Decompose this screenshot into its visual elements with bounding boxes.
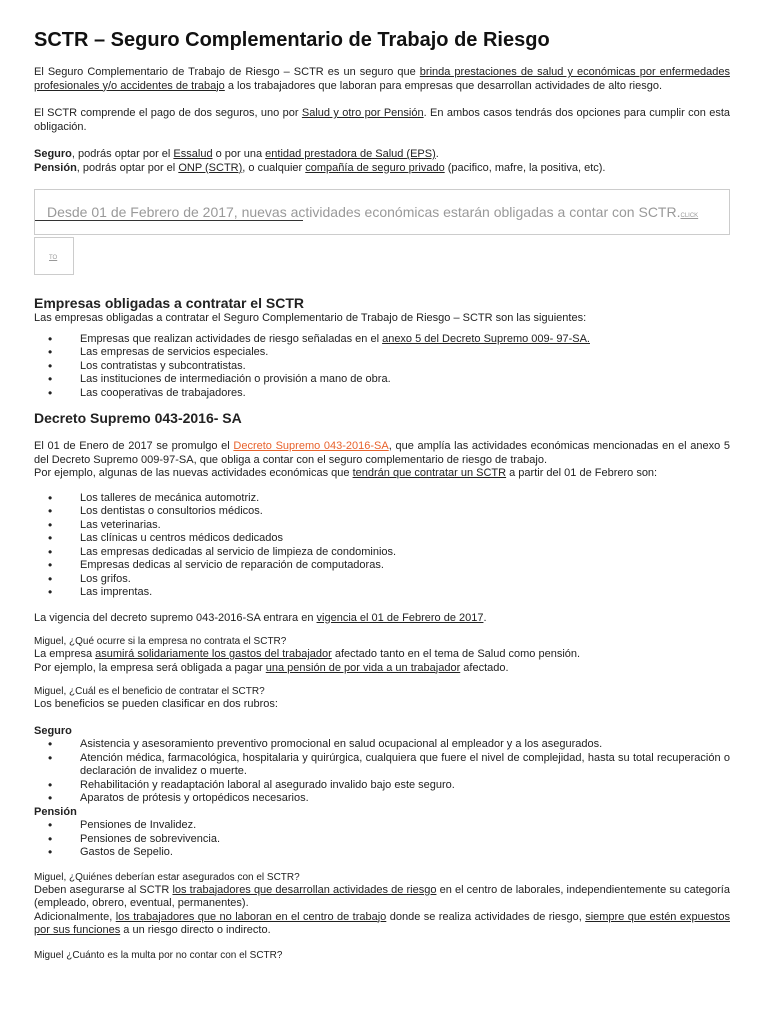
link-prestaciones[interactable]: brinda prestaciones de salud y económicas por enfermedades profesionales y/o accidentes de trabajo (34, 66, 730, 92)
intro-paragraph-1 (34, 66, 730, 93)
text: Por ejemplo, la empresa será obligada a pagar (34, 661, 266, 674)
section-heading-empresas: Empresas obligadas a contratar el SCTR (34, 295, 304, 311)
text: Empresas que realizan actividades de riesgo señaladas en el (80, 332, 383, 345)
vigencia-paragraph (34, 612, 730, 626)
link-no-laboran[interactable]: los trabajadores que no laboran en el centro de trabajo (115, 910, 387, 923)
banner-box[interactable] (34, 189, 730, 235)
text: afectado. (460, 661, 509, 674)
pension-label: Pensión (34, 161, 77, 174)
list-item: • Las clínicas u centros médicos dedicados (34, 532, 730, 546)
list-item: • Atención médica, farmacológica, hospitalaria y quirúrgica, cualquiera que fuere el nivel de complejidad, hasta su total recuperación o declaración de invalidez o muerte. (34, 752, 730, 779)
text: La vigencia del decreto supremo 043-2016-SA entrara en (34, 611, 317, 624)
text: Pensión (34, 805, 77, 818)
link-contratar-sctr[interactable]: tendrán que contratar un SCTR (352, 467, 507, 479)
banner-message: Desde 01 de Febrero de 2017, nuevas actividades económicas estarán obligadas a contar con SCTR. (47, 204, 681, 220)
faq-question-3: Miguel, ¿Quiénes deberían estar asegurados con el SCTR? (34, 871, 300, 883)
decreto-paragraph-1 (34, 440, 730, 467)
list-item: • Las instituciones de intermediación o provisión a mano de obra. (34, 373, 730, 387)
faq-question-1: Miguel, ¿Qué ocurre si la empresa no contrata el SCTR? (34, 636, 287, 647)
banner-to-link[interactable]: TO (49, 255, 58, 261)
text: . En ambos casos tendrás dos opciones para cumplir con esta obligación. (34, 107, 731, 133)
text: afectado tanto en el tema de Salud como pensión. (331, 648, 581, 660)
faq-question-4: Miguel ¿Cuánto es la multa por no contar con el SCTR? (34, 949, 283, 961)
text: o por una (212, 148, 266, 160)
link-trabajadores-riesgo[interactable]: los trabajadores que desarrollan actividades de riesgo (172, 883, 437, 896)
text: (pacifico, mafre, la positiva, etc). (444, 161, 606, 174)
beneficios-seguro-list (34, 738, 730, 806)
text: El 01 de Enero de 2017 se promulgo el (34, 440, 234, 452)
text: La empresa (34, 648, 96, 660)
banner-text[interactable] (47, 204, 698, 224)
list-item: • Las empresas de servicios especiales. (34, 346, 730, 360)
link-anexo-5[interactable]: anexo 5 del Decreto Supremo 009- 97-SA. (382, 332, 590, 345)
list-item: • Los talleres de mecánica automotriz. (34, 492, 730, 506)
text: Adicionalmente, (34, 910, 116, 923)
seguro-line (34, 148, 730, 162)
list-item: • Las veterinarias. (34, 519, 730, 533)
page-title: SCTR – Seguro Complementario de Trabajo de Riesgo (34, 29, 550, 51)
text: . (435, 148, 439, 160)
intro-paragraph-2 (34, 107, 730, 134)
faq-answer-1b (34, 662, 730, 676)
text: en el centro de laborales, independientemente su categoría (empleado, obrero, eventual, permanentes). (34, 883, 730, 909)
link-vigencia[interactable]: vigencia el 01 de Febrero de 2017 (316, 611, 484, 624)
beneficio-seguro-label (34, 725, 730, 739)
faq-answer-3b (34, 911, 730, 938)
link-seguro-privado[interactable]: compañía de seguro privado (305, 161, 445, 174)
list-item: • Aparatos de prótesis y ortopédicos necesarios. (34, 792, 730, 806)
banner-to-box[interactable] (34, 237, 74, 275)
text: a partir del 01 de Febrero son: (506, 467, 658, 479)
banner-click-link[interactable]: CLICK (680, 213, 699, 219)
empresas-list (34, 333, 730, 401)
link-onp[interactable]: ONP (SCTR) (178, 161, 243, 174)
list-item: • Los dentistas o consultorios médicos. (34, 505, 730, 519)
faq-answer-1a (34, 648, 730, 662)
link-pension-vida[interactable]: una pensión de por vida a un trabajador (265, 661, 461, 674)
text: Deben asegurarse al SCTR (34, 883, 173, 896)
pension-line (34, 162, 730, 176)
text: , podrás optar por el (71, 148, 174, 160)
empresas-intro: Las empresas obligadas a contratar el Seguro Complementario de Trabajo de Riesgo – SCTR son las siguientes: (34, 312, 587, 324)
link-expuestos[interactable]: siempre que estén expuestos por sus funciones (34, 910, 730, 936)
link-decreto-043[interactable]: Decreto Supremo 043-2016-SA (233, 440, 389, 452)
link-eps[interactable]: entidad prestadora de Salud (EPS) (265, 148, 436, 160)
list-item: • Las imprentas. (34, 586, 730, 600)
actividades-list (34, 492, 730, 600)
list-item: • Pensiones de sobrevivencia. (34, 833, 730, 847)
text: , podrás optar por el (76, 161, 179, 174)
text: , o cualquier (242, 161, 306, 174)
link-essalud[interactable]: Essalud (173, 148, 213, 160)
link-gastos-trabajador[interactable]: asumirá solidariamente los gastos del trabajador (95, 648, 332, 660)
faq-answer-2: Los beneficios se pueden clasificar en dos rubros: (34, 698, 278, 710)
list-item: • Empresas dedicas al servicio de reparación de computadoras. (34, 559, 730, 573)
link-salud-pension[interactable]: Salud y otro por Pensión (301, 107, 424, 119)
faq-answer-3a (34, 884, 730, 911)
text: . (483, 611, 487, 624)
decreto-paragraph-2 (34, 467, 730, 481)
list-item: • Asistencia y asesoramiento preventivo promocional en salud ocupacional al empleador y a los asegurados. (34, 738, 730, 752)
list-item: • Las empresas dedicadas al servicio de limpieza de condominios. (34, 546, 730, 560)
section-heading-decreto: Decreto Supremo 043-2016- SA (34, 410, 242, 426)
text: donde se realiza actividades de riesgo, (386, 910, 586, 923)
text: , que amplía las actividades económicas mencionadas en el anexo 5 del Decreto Supremo 009-97-SA, que obliga a contar con el seguro complementario de riesgo de trabajo. (34, 440, 730, 466)
beneficios-pension-list (34, 819, 730, 860)
text: a un riesgo directo o indirecto. (120, 924, 271, 936)
list-item (34, 333, 730, 347)
faq-question-2: Miguel, ¿Cuál es el beneficio de contratar el SCTR? (34, 686, 265, 697)
text: a los trabajadores que laboran para empresas que desarrollan actividades de alto riesgo. (224, 79, 663, 92)
list-item: • Rehabilitación y readaptación laboral al asegurado invalido bajo este seguro. (34, 779, 730, 793)
text: Por ejemplo, algunas de las nuevas actividades económicas que (34, 467, 353, 479)
list-item: • Las cooperativas de trabajadores. (34, 387, 730, 401)
text: El Seguro Complementario de Trabajo de Riesgo – SCTR es un seguro que (34, 66, 420, 78)
beneficio-pension-label (34, 806, 730, 820)
seguro-label: Seguro (34, 148, 72, 160)
list-item: • Los contratistas y subcontratistas. (34, 360, 730, 374)
list-item: • Gastos de Sepelio. (34, 846, 730, 860)
list-item: • Pensiones de Invalidez. (34, 819, 730, 833)
text: Seguro (34, 724, 72, 737)
list-item: • Los grifos. (34, 573, 730, 587)
text: El SCTR comprende el pago de dos seguros, uno por (34, 107, 302, 119)
